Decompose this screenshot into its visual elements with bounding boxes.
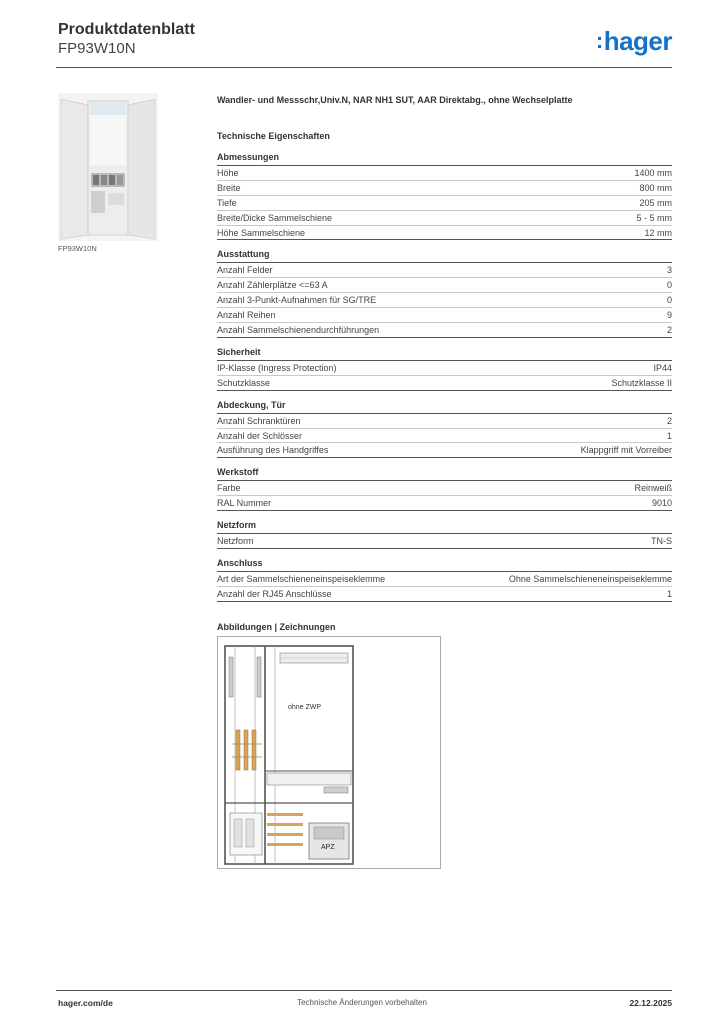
product-description: Wandler- und Messschr,Univ.N, NAR NH1 SUT, AAR Direktabg., ohne Wechselplatte: [217, 95, 573, 105]
property-label: Breite: [217, 182, 241, 193]
property-value: 0: [666, 280, 672, 291]
property-row: [217, 181, 672, 196]
property-row: [217, 572, 672, 587]
property-value: Ohne Sammelschieneneinspeiseklemme: [508, 574, 672, 585]
section: [217, 152, 672, 240]
property-label: Anzahl 3-Punkt-Aufnahmen für SG/TRE: [217, 295, 377, 306]
property-sections: [217, 152, 672, 602]
property-value: 800 mm: [639, 182, 672, 193]
section: [217, 249, 672, 337]
section-title: Abmessungen: [217, 152, 672, 166]
section-rows: [217, 166, 672, 240]
section-rows: [217, 572, 672, 602]
footer-divider: [56, 990, 672, 991]
hager-logo: :hager: [595, 26, 672, 56]
property-label: Anzahl Felder: [217, 265, 273, 276]
section-rows: [217, 361, 672, 391]
property-row: [217, 496, 672, 511]
property-label: Tiefe: [217, 197, 237, 208]
property-label: Höhe Sammelschiene: [217, 227, 306, 238]
property-row: [217, 443, 672, 458]
header-title: Produktdatenblatt: [58, 21, 195, 38]
property-row: [217, 587, 672, 602]
property-label: RAL Nummer: [217, 498, 272, 509]
property-label: IP-Klasse (Ingress Protection): [217, 362, 337, 373]
property-value: 9010: [651, 498, 672, 509]
property-value: 2: [666, 325, 672, 336]
property-value: 1: [666, 430, 672, 441]
property-row: [217, 429, 672, 444]
section: [217, 558, 672, 602]
section-title: Werkstoff: [217, 467, 672, 481]
section-title: Sicherheit: [217, 347, 672, 361]
property-value: 1400 mm: [634, 168, 672, 178]
property-row: [217, 534, 672, 549]
property-value: TN-S: [651, 536, 672, 547]
property-value: 0: [666, 295, 672, 306]
section-title: Netzform: [217, 520, 672, 534]
property-row: [217, 211, 672, 226]
section-title: Ausstattung: [217, 249, 672, 263]
section: [217, 520, 672, 549]
property-value: 12 mm: [644, 227, 672, 238]
section-title: Anschluss: [217, 558, 672, 572]
section: [217, 467, 672, 511]
technical-drawing: [217, 636, 441, 869]
property-value: 5 - 5 mm: [636, 212, 672, 223]
property-label: Anzahl Reihen: [217, 310, 276, 321]
footer-date: 22.12.2025: [629, 998, 672, 1008]
tech-properties-title: Technische Eigenschaften: [217, 131, 330, 141]
property-row: [217, 166, 672, 181]
property-row: [217, 376, 672, 391]
property-label: Anzahl der RJ45 Anschlüsse: [217, 588, 332, 599]
property-value: Schutzklasse II: [611, 377, 672, 388]
property-value: 1: [666, 588, 672, 599]
property-row: [217, 361, 672, 376]
property-row: [217, 278, 672, 293]
product-code: FP93W10N: [58, 40, 136, 57]
section: [217, 347, 672, 391]
label-ohne-zwp: ohne ZWP: [288, 703, 322, 711]
footer-website[interactable]: hager.com/de: [58, 998, 113, 1008]
property-label: Art der Sammelschieneneinspeiseklemme: [217, 574, 386, 585]
section: [217, 400, 672, 459]
property-value: 3: [666, 265, 672, 276]
property-row: [217, 414, 672, 429]
property-label: Ausführung des Handgriffes: [217, 445, 329, 456]
property-label: Anzahl Zählerplätze <=63 A: [217, 280, 328, 291]
header-divider: [56, 67, 672, 68]
property-value: 9: [666, 310, 672, 321]
property-value: 2: [666, 415, 672, 426]
section-rows: [217, 481, 672, 511]
property-label: Anzahl der Schlösser: [217, 430, 303, 441]
main-content: [217, 95, 672, 874]
property-label: Breite/Dicke Sammelschiene: [217, 212, 333, 223]
section-rows: [217, 263, 672, 337]
property-row: [217, 308, 672, 323]
product-photo: [58, 93, 158, 241]
property-label: Höhe: [217, 168, 239, 178]
property-label: Netzform: [217, 536, 254, 547]
property-label: Farbe: [217, 483, 241, 494]
section-rows: [217, 414, 672, 459]
property-label: Anzahl Schranktüren: [217, 415, 301, 426]
property-row: [217, 481, 672, 496]
figures-title: Abbildungen | Zeichnungen: [217, 621, 336, 632]
photo-caption: FP93W10N: [58, 244, 97, 253]
property-row: [217, 293, 672, 308]
footer-notice: Technische Änderungen vorbehalten: [297, 998, 427, 1007]
property-row: [217, 196, 672, 211]
property-value: Klappgriff mit Vorreiber: [580, 445, 672, 456]
logo-text: hager: [603, 26, 672, 56]
property-value: 205 mm: [639, 197, 672, 208]
section-title: Abdeckung, Tür: [217, 400, 672, 414]
property-row: [217, 263, 672, 278]
property-value: IP44: [653, 362, 672, 373]
property-label: Anzahl Sammelschienendurchführungen: [217, 325, 380, 336]
label-apz: APZ: [321, 843, 335, 851]
property-row: [217, 226, 672, 241]
property-value: Reinweiß: [634, 483, 672, 494]
property-row: [217, 323, 672, 338]
property-label: Schutzklasse: [217, 377, 271, 388]
section-rows: [217, 534, 672, 549]
